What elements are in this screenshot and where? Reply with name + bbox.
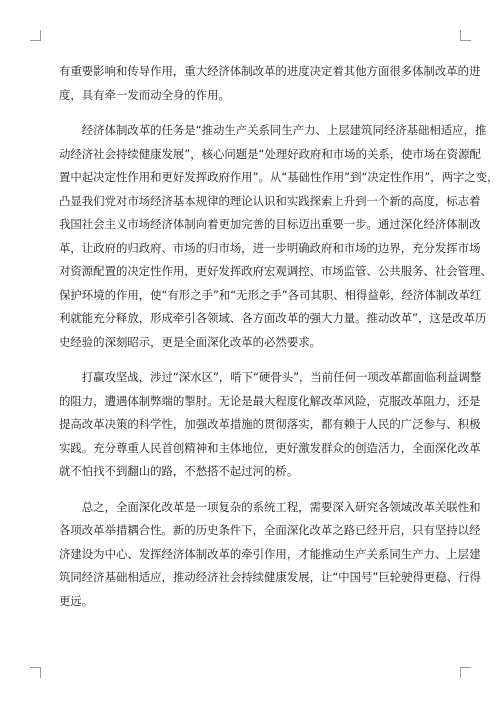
text-line: 就不怕找不到翻山的路，不愁搭不起过河的桥。 <box>59 464 299 478</box>
text-line: 置中起决定性作用和更好发挥政府作用”。从“基础性作用”到“决定性作用”，两字之变， <box>59 170 499 184</box>
text-line: 济建设为中心、发挥经济体制改革的牵引作用，才能推动生产关系同生产力、上层建 <box>59 546 481 561</box>
text-line: 各项改革举措耦合性。新的历史条件下，全面深化改革之路已经开启，只有坚持以经 <box>59 523 481 537</box>
crop-mark-bottom-left <box>30 667 41 678</box>
text-line: 经济体制改革的任务是“推动生产关系同生产力、上层建筑同经济基础相适应，推 <box>59 123 487 137</box>
text-line: 提高改革决策的科学性，加强改革措施的贯彻落实，都有赖于人民的广泛参与、积极 <box>59 417 481 431</box>
text-line: 利就能充分释放，形成牵引各领域、各方面改革的强大力量。推动改革”，这是改革历 <box>59 311 487 325</box>
crop-mark-top-left <box>30 30 41 41</box>
text-line: 史经验的深刻昭示，更是全面深化改革的必然要求。 <box>59 334 321 349</box>
text-line: 动经济社会持续健康发展”，核心问题是“处理好政府和市场的关系，使市场在资源配 <box>59 146 481 161</box>
text-line: 我国社会主义市场经济体制向着更加完善的目标迈出重要一步。通过深化经济体制改 <box>59 217 481 231</box>
crop-mark-top-right <box>460 30 471 41</box>
text-line: 更远。 <box>59 593 94 608</box>
text-line: 有重要影响和传导作用，重大经济体制改革的进度决定着其他方面很多体制改革的进 <box>59 64 481 78</box>
text-line: 凸显我们党对市场经济基本规律的理论认识和实践探索上升到一个新的高度，标志着 <box>59 193 481 208</box>
text-line: 筑同经济基础相适应，推动经济社会持续健康发展，让“中国号”巨轮驶得更稳、行得 <box>59 570 481 584</box>
text-line: 对资源配置的决定性作用，更好发挥政府宏观调控、市场监管、公共服务、社会管理、 <box>59 264 492 278</box>
text-line: 的阻力，遭遇体制弊端的掣肘。无论是最大程度化解改革风险，克服改革阻力，还是 <box>59 393 481 408</box>
text-line: 度，具有牵一发而动全身的作用。 <box>59 87 230 102</box>
text-line: 革，让政府的归政府、市场的归市场，进一步明确政府和市场的边界，充分发挥市场 <box>59 240 481 255</box>
text-line: 实践。充分尊重人民首创精神和主体地位，更好激发群众的创造活力，全面深化改革 <box>59 440 481 455</box>
paragraph <box>59 366 482 484</box>
paragraph <box>59 60 481 107</box>
crop-mark-bottom-right <box>460 667 471 678</box>
paragraph <box>59 119 499 354</box>
document-body <box>59 60 499 613</box>
text-line: 总之，全面深化改革是一项复杂的系统工程，需要深入研究各领域改革关联性和 <box>59 499 481 514</box>
paragraph <box>59 496 481 614</box>
text-line: 保护环境的作用，使“有形之手”和“无形之手”各司其职、相得益彰，经济体制改革红 <box>59 287 482 302</box>
text-line: 打赢攻坚战，涉过“深水区”，啃下“硬骨头”，当前任何一项改革都面临利益调整 <box>59 370 482 384</box>
